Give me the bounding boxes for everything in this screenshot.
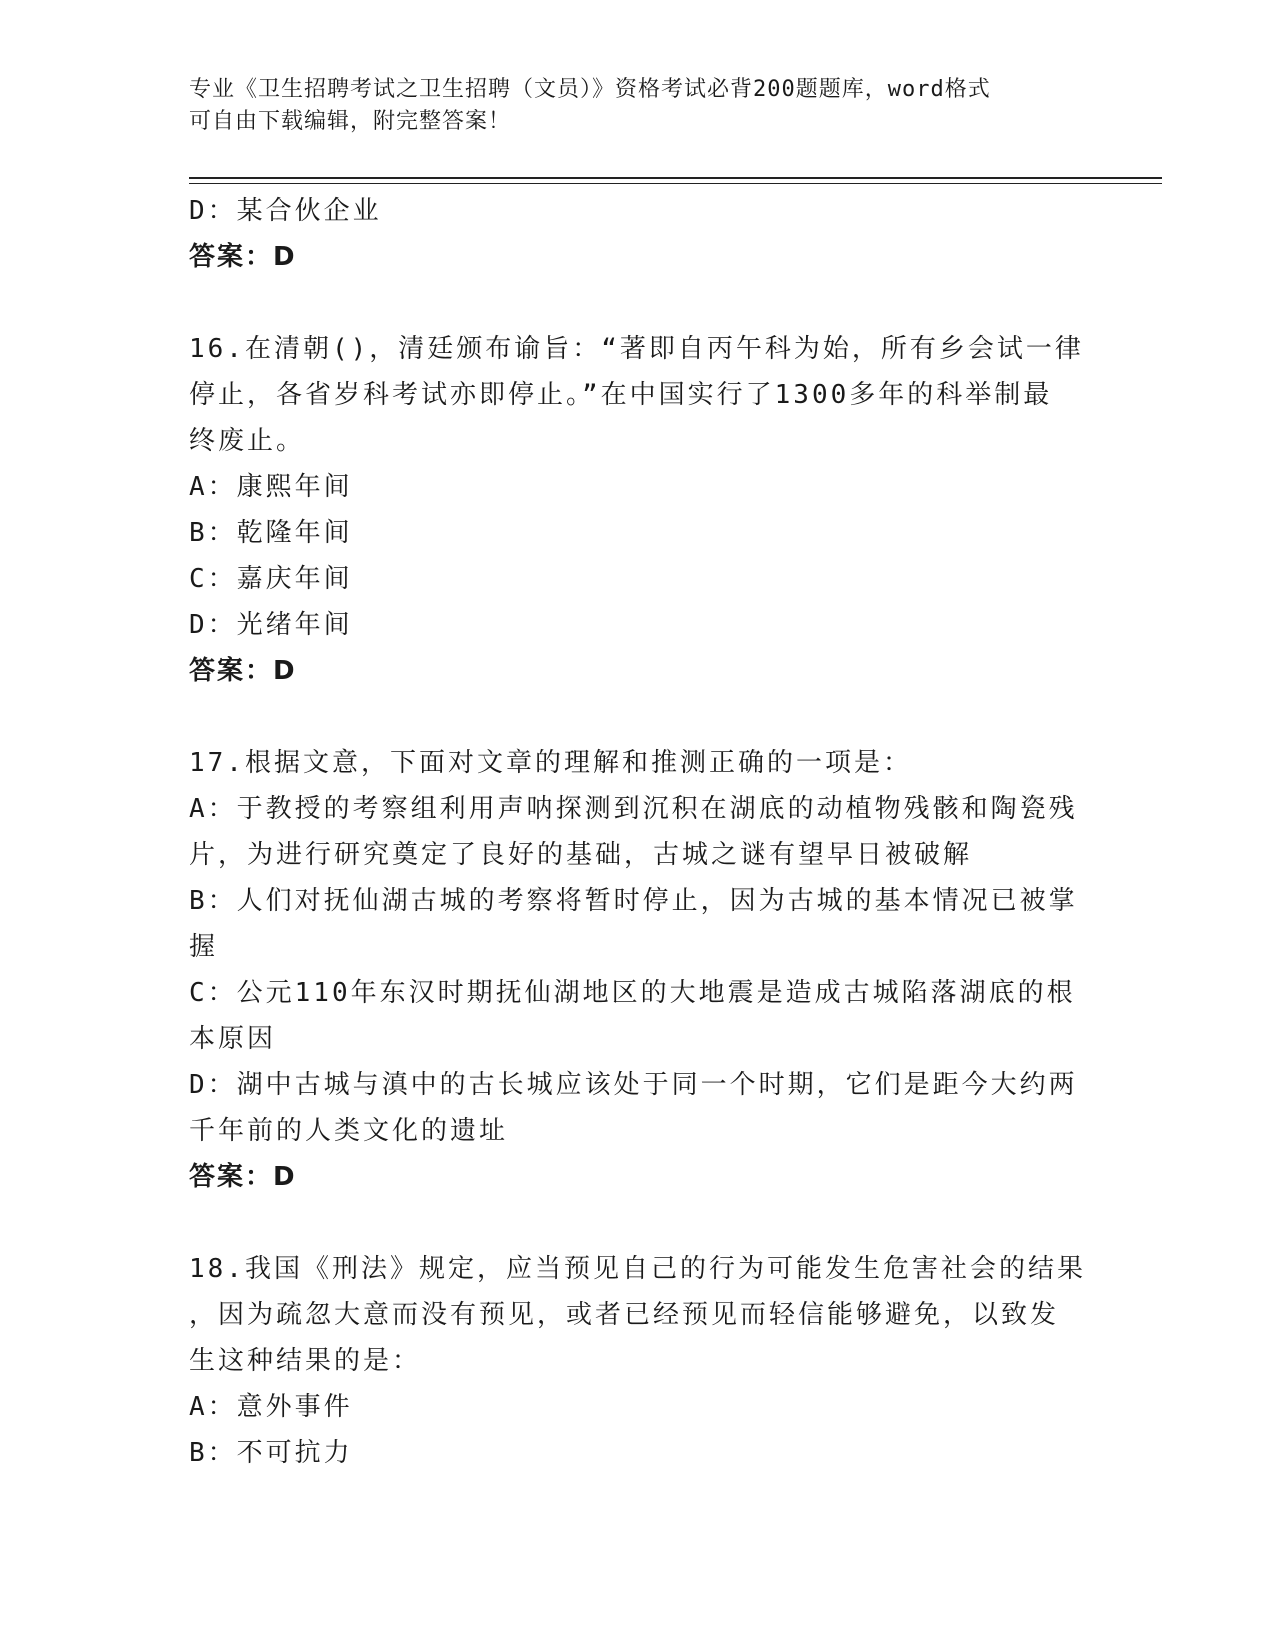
option-b: B：乾隆年间 — [189, 518, 353, 548]
option-a: A：于教授的考察组利用声呐探测到沉积在湖底的动植物残骸和陶瓷残 — [189, 794, 1078, 824]
option-b-cont: 握 — [189, 932, 219, 962]
question-stem-line: 生这种结果的是： — [189, 1346, 422, 1376]
question-stem-line: 终废止。 — [189, 426, 306, 456]
option-d: D：湖中古城与滇中的古长城应该处于同一个时期，它们是距今大约两 — [189, 1070, 1078, 1100]
header-line-2: 可自由下载编辑，附完整答案！ — [189, 109, 512, 134]
option-b: B：人们对抚仙湖古城的考察将暂时停止，因为古城的基本情况已被掌 — [189, 886, 1078, 916]
spacer — [189, 694, 1089, 740]
question-stem-line: 16.在清朝()，清廷颁布谕旨：“著即自丙午科为始，所有乡会试一律 — [189, 334, 1084, 364]
answer-label: 答案：D — [189, 656, 297, 686]
header-rule-thick — [189, 177, 1162, 179]
option-c-cont: 本原因 — [189, 1024, 277, 1054]
question-stem-line: ，因为疏忽大意而没有预见，或者已经预见而轻信能够避免，以致发 — [189, 1300, 1060, 1330]
option-d-cont: 千年前的人类文化的遗址 — [189, 1116, 509, 1146]
page-header — [189, 74, 1089, 138]
option-d: D：某合伙企业 — [189, 196, 382, 226]
option-a: A：意外事件 — [189, 1392, 353, 1422]
answer-label: 答案：D — [189, 1162, 297, 1192]
option-c: C：嘉庆年间 — [189, 564, 353, 594]
option-a-cont: 片，为进行研究奠定了良好的基础，古城之谜有望早日被破解 — [189, 840, 973, 870]
question-stem-line: 18.我国《刑法》规定，应当预见自己的行为可能发生危害社会的结果 — [189, 1254, 1086, 1284]
spacer — [189, 280, 1089, 326]
spacer — [189, 1200, 1089, 1246]
question-16 — [189, 326, 1089, 694]
header-line-1: 专业《卫生招聘考试之卫生招聘（文员）》资格考试必背200题题库，word格式 — [189, 77, 991, 102]
option-b: B：不可抗力 — [189, 1438, 353, 1468]
header-rule-thin — [189, 183, 1162, 184]
answer-label: 答案：D — [189, 242, 297, 272]
option-a: A：康熙年间 — [189, 472, 353, 502]
question-17 — [189, 740, 1089, 1200]
question-content — [189, 188, 1089, 1476]
option-d: D：光绪年间 — [189, 610, 353, 640]
question-stem-line: 17.根据文意，下面对文章的理解和推测正确的一项是： — [189, 748, 912, 778]
question-15 — [189, 188, 1089, 280]
option-c: C：公元110年东汉时期抚仙湖地区的大地震是造成古城陷落湖底的根 — [189, 978, 1076, 1008]
question-stem-line: 停止，各省岁科考试亦即停止。”在中国实行了1300多年的科举制最 — [189, 380, 1053, 410]
question-18 — [189, 1246, 1089, 1476]
